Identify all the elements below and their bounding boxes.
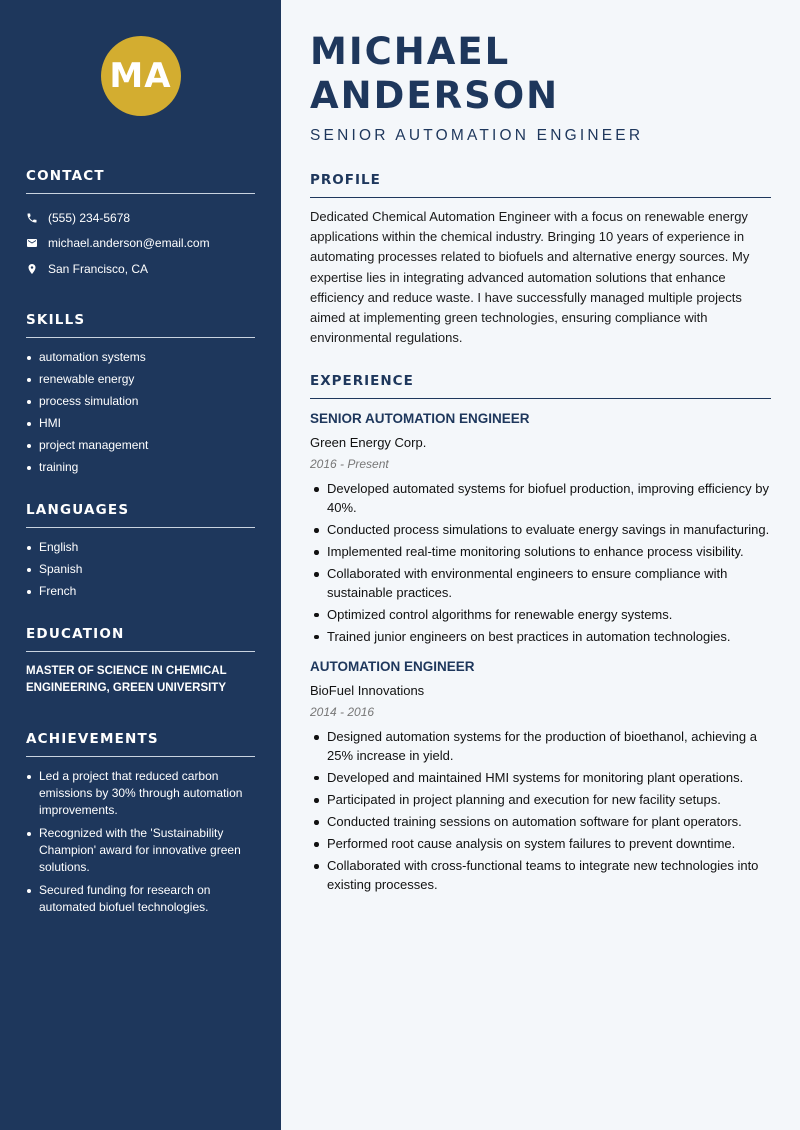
job-bullet: Designed automation systems for the production of bioethanol, achieving a 25% increase in yield. [310,728,771,765]
skill-item: automation systems [26,349,255,366]
company-name: BioFuel Innovations [310,683,425,699]
languages-heading: LANGUAGES [26,502,255,528]
job-bullet: Performed root cause analysis on system failures to prevent downtime. [310,835,771,854]
language-item: Spanish [26,561,255,578]
job-bullet: Developed automated systems for biofuel production, improving efficiency by 40%. [310,480,771,517]
contact-location [26,256,255,282]
job-bullet: Conducted process simulations to evaluate energy savings in manufacturing. [310,521,771,540]
language-item: English [26,539,255,556]
location-text: San Francisco, CA [48,261,149,276]
skills-list [26,349,255,476]
job-dates: 2016 - Present [310,457,389,472]
achievement-item: Secured funding for research on automated biofuel technologies. [26,882,255,916]
skill-item: training [26,459,255,476]
experience-section [310,373,771,894]
experience-heading: EXPERIENCE [310,373,771,399]
education-heading: EDUCATION [26,626,255,652]
achievements-list [26,768,255,916]
job-bullet: Implemented real-time monitoring solutions to enhance process visibility. [310,543,771,562]
profile-text: Dedicated Chemical Automation Engineer with a focus on renewable energy applications within the chemical industry. Bringing 10 years of experience in automating processes related to biofuels and alternative energy sources. My expertise lies in integrating advanced automation solutions that enhance efficiency and reduce waste. I have successfully managed multiple projects aimed at implementing green technologies, ensuring compliance with environmental regulations. [310,209,750,346]
email-icon [26,237,38,249]
profile-heading: PROFILE [310,172,771,198]
languages-section [26,502,255,600]
education-degree: MASTER OF SCIENCE IN CHEMICAL ENGINEERING, GREEN UNIVERSITY [26,664,227,694]
skills-heading: SKILLS [26,312,255,338]
language-item: French [26,583,255,600]
main-content [281,0,800,1130]
job-bullet: Participated in project planning and execution for new facility setups. [310,791,771,810]
achievement-item: Led a project that reduced carbon emissions by 30% through automation improvements. [26,768,255,819]
email-text[interactable]: michael.anderson@email.com [48,236,210,251]
achievement-item: Recognized with the 'Sustainability Champion' award for innovative green solutions. [26,825,255,876]
avatar: MA [101,36,181,116]
skill-item: renewable energy [26,371,255,388]
contact-email [26,231,255,257]
candidate-name: MICHAEL ANDERSON [310,30,560,117]
job-bullet: Collaborated with environmental engineers to ensure compliance with sustainable practices. [310,565,771,602]
location-pin-icon [26,263,38,275]
skill-item: project management [26,437,255,454]
job-bullet: Developed and maintained HMI systems for monitoring plant operations. [310,769,771,788]
job-bullets [310,728,771,894]
job-bullets [310,480,771,646]
job-bullet: Conducted training sessions on automation software for plant operators. [310,813,771,832]
education-section [26,626,255,697]
job-entry [310,659,771,894]
phone-text[interactable]: (555) 234-5678 [48,210,131,225]
candidate-title: SENIOR AUTOMATION ENGINEER [310,127,644,144]
job-bullet: Optimized control algorithms for renewable energy systems. [310,606,771,625]
job-bullet: Collaborated with cross-functional teams to integrate new technologies into existing processes. [310,857,771,894]
phone-icon [26,212,38,224]
job-dates: 2014 - 2016 [310,705,375,720]
job-title: SENIOR AUTOMATION ENGINEER [310,411,530,427]
skill-item: process simulation [26,393,255,410]
contact-section [26,168,255,282]
profile-section [310,172,771,348]
skill-item: HMI [26,415,255,432]
skills-section [26,312,255,476]
job-bullet: Trained junior engineers on best practices in automation technologies. [310,628,771,647]
achievements-heading: ACHIEVEMENTS [26,731,255,757]
contact-list [26,205,255,282]
sidebar [0,0,281,1130]
contact-phone [26,205,255,231]
languages-list [26,539,255,600]
achievements-section [26,731,255,916]
company-name: Green Energy Corp. [310,435,427,451]
job-entry [310,411,771,646]
job-title: AUTOMATION ENGINEER [310,659,475,675]
contact-heading: CONTACT [26,168,255,194]
